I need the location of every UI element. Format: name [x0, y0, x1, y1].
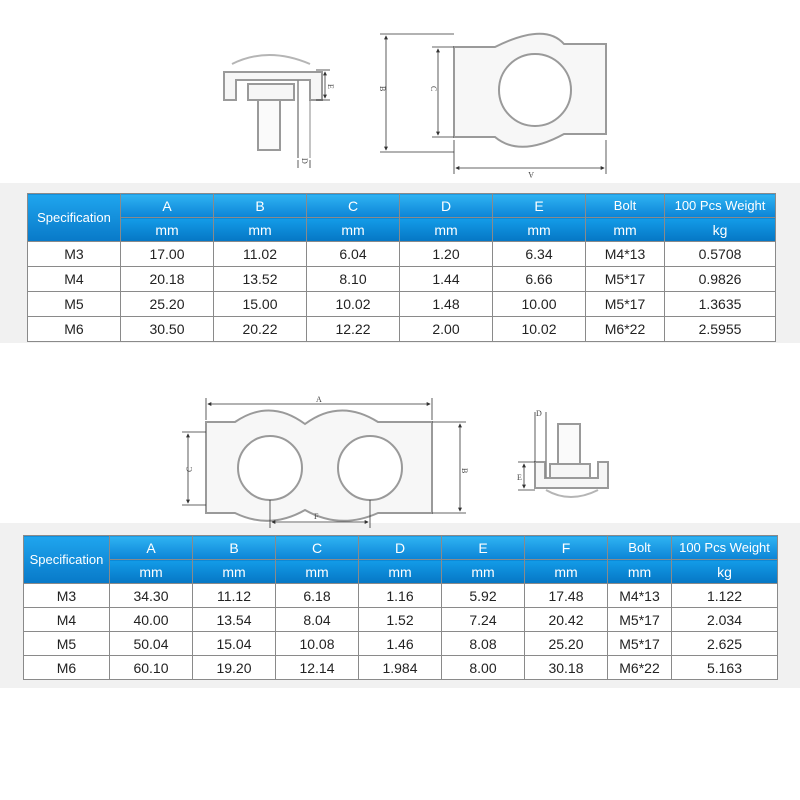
table-cell: M5*17 [586, 267, 665, 292]
col-header-weight: 100 Pcs Weight [672, 536, 778, 560]
table-cell: 2.034 [672, 608, 778, 632]
table-row [24, 632, 778, 656]
table-cell: 1.46 [359, 632, 442, 656]
unit-cell: mm [121, 218, 214, 242]
table-cell: M3 [24, 584, 110, 608]
table-cell: M6*22 [608, 656, 672, 680]
table-row [24, 584, 778, 608]
table-cell: 2.625 [672, 632, 778, 656]
table-cell: M5 [28, 292, 121, 317]
table-cell: 15.04 [193, 632, 276, 656]
single-clamp-top-view [454, 34, 606, 147]
unit-cell: kg [665, 218, 776, 242]
col-header-f: F [525, 536, 608, 560]
dim2-label-e: E [517, 473, 522, 482]
dim2-label-c: C [185, 466, 194, 472]
table-cell: 1.122 [672, 584, 778, 608]
table-cell: 12.22 [307, 317, 400, 342]
unit-cell: mm [276, 560, 359, 584]
unit-cell: mm [586, 218, 665, 242]
table-row [28, 292, 776, 317]
table-cell: 20.42 [525, 608, 608, 632]
col-header-b: B [214, 194, 307, 218]
dim-label-b: B [378, 86, 387, 92]
table-cell: 13.54 [193, 608, 276, 632]
table-cell: 6.34 [493, 242, 586, 267]
table-cell: 15.00 [214, 292, 307, 317]
col-header-c: C [307, 194, 400, 218]
table-cell: 1.20 [400, 242, 493, 267]
double-clamp-top-view [206, 410, 432, 520]
table-cell: M4*13 [586, 242, 665, 267]
table-cell: M4 [24, 608, 110, 632]
table-cell: 34.30 [110, 584, 193, 608]
dim2-label-f: F [314, 512, 319, 521]
table-cell: 8.00 [442, 656, 525, 680]
table-cell: M5*17 [608, 632, 672, 656]
dim-label-a: A [528, 170, 534, 179]
table-cell: M4*13 [608, 584, 672, 608]
table-cell: 6.04 [307, 242, 400, 267]
table-cell: 11.12 [193, 584, 276, 608]
table-cell: M5 [24, 632, 110, 656]
table-cell: 2.00 [400, 317, 493, 342]
table-cell: 1.48 [400, 292, 493, 317]
table-cell: 13.52 [214, 267, 307, 292]
dim2-label-b: B [460, 468, 469, 474]
table-row [28, 317, 776, 342]
table-cell: 25.20 [525, 632, 608, 656]
spec-table-single [27, 193, 776, 342]
table-cell: 10.00 [493, 292, 586, 317]
dim-label-e: E [326, 84, 335, 89]
col-header-a: A [110, 536, 193, 560]
table-row [24, 608, 778, 632]
col-header-a: A [121, 194, 214, 218]
spec-header: Specification [28, 194, 121, 242]
double-clamp-side-view [535, 420, 608, 497]
table-cell: M6*22 [586, 317, 665, 342]
spec-header: Specification [24, 536, 110, 584]
unit-cell: mm [193, 560, 276, 584]
table-row [28, 242, 776, 267]
unit-cell: mm [442, 560, 525, 584]
table-cell: 60.10 [110, 656, 193, 680]
dim-label-c: C [429, 86, 438, 92]
table-cell: 0.9826 [665, 267, 776, 292]
table-cell: 8.10 [307, 267, 400, 292]
table-cell: 30.18 [525, 656, 608, 680]
table-cell: 25.20 [121, 292, 214, 317]
table-cell: 8.08 [442, 632, 525, 656]
unit-cell: mm [400, 218, 493, 242]
table-cell: M6 [24, 656, 110, 680]
table-cell: M3 [28, 242, 121, 267]
col-header-bolt: Bolt [608, 536, 672, 560]
col-header-e: E [493, 194, 586, 218]
unit-cell: mm [214, 218, 307, 242]
col-header-bolt: Bolt [586, 194, 665, 218]
single-clamp-side-view [224, 55, 322, 158]
col-header-d: D [359, 536, 442, 560]
table-row [24, 656, 778, 680]
table-cell: 1.3635 [665, 292, 776, 317]
table-cell: M5*17 [608, 608, 672, 632]
table-cell: 10.02 [307, 292, 400, 317]
table-cell: 40.00 [110, 608, 193, 632]
unit-cell: kg [672, 560, 778, 584]
table-cell: 6.18 [276, 584, 359, 608]
col-header-c: C [276, 536, 359, 560]
col-header-b: B [193, 536, 276, 560]
table-cell: 5.92 [442, 584, 525, 608]
unit-cell: mm [110, 560, 193, 584]
table-cell: 50.04 [110, 632, 193, 656]
table-cell: 5.163 [672, 656, 778, 680]
unit-cell: mm [307, 218, 400, 242]
table-cell: 1.44 [400, 267, 493, 292]
unit-cell: mm [359, 560, 442, 584]
table-cell: M4 [28, 267, 121, 292]
unit-cell: mm [493, 218, 586, 242]
table-cell: 10.02 [493, 317, 586, 342]
table-cell: 11.02 [214, 242, 307, 267]
col-header-d: D [400, 194, 493, 218]
dim-label-d: D [300, 158, 309, 164]
table-cell: 8.04 [276, 608, 359, 632]
table-cell: 20.18 [121, 267, 214, 292]
unit-cell: mm [525, 560, 608, 584]
table-cell: 10.08 [276, 632, 359, 656]
dim2-label-a: A [316, 395, 322, 404]
unit-cell: mm [608, 560, 672, 584]
table-cell: 2.5955 [665, 317, 776, 342]
table-cell: 19.20 [193, 656, 276, 680]
table-cell: 1.16 [359, 584, 442, 608]
table-cell: 1.984 [359, 656, 442, 680]
table-cell: M6 [28, 317, 121, 342]
table-cell: 12.14 [276, 656, 359, 680]
table-cell: 6.66 [493, 267, 586, 292]
table-cell: 20.22 [214, 317, 307, 342]
dim2-label-d: D [536, 409, 542, 418]
col-header-weight: 100 Pcs Weight [665, 194, 776, 218]
spec-table-double [23, 535, 778, 680]
table-cell: 17.00 [121, 242, 214, 267]
table-cell: 30.50 [121, 317, 214, 342]
table-cell: 0.5708 [665, 242, 776, 267]
col-header-e: E [442, 536, 525, 560]
table-cell: 7.24 [442, 608, 525, 632]
table-cell: M5*17 [586, 292, 665, 317]
table-cell: 1.52 [359, 608, 442, 632]
table-row [28, 267, 776, 292]
table-cell: 17.48 [525, 584, 608, 608]
